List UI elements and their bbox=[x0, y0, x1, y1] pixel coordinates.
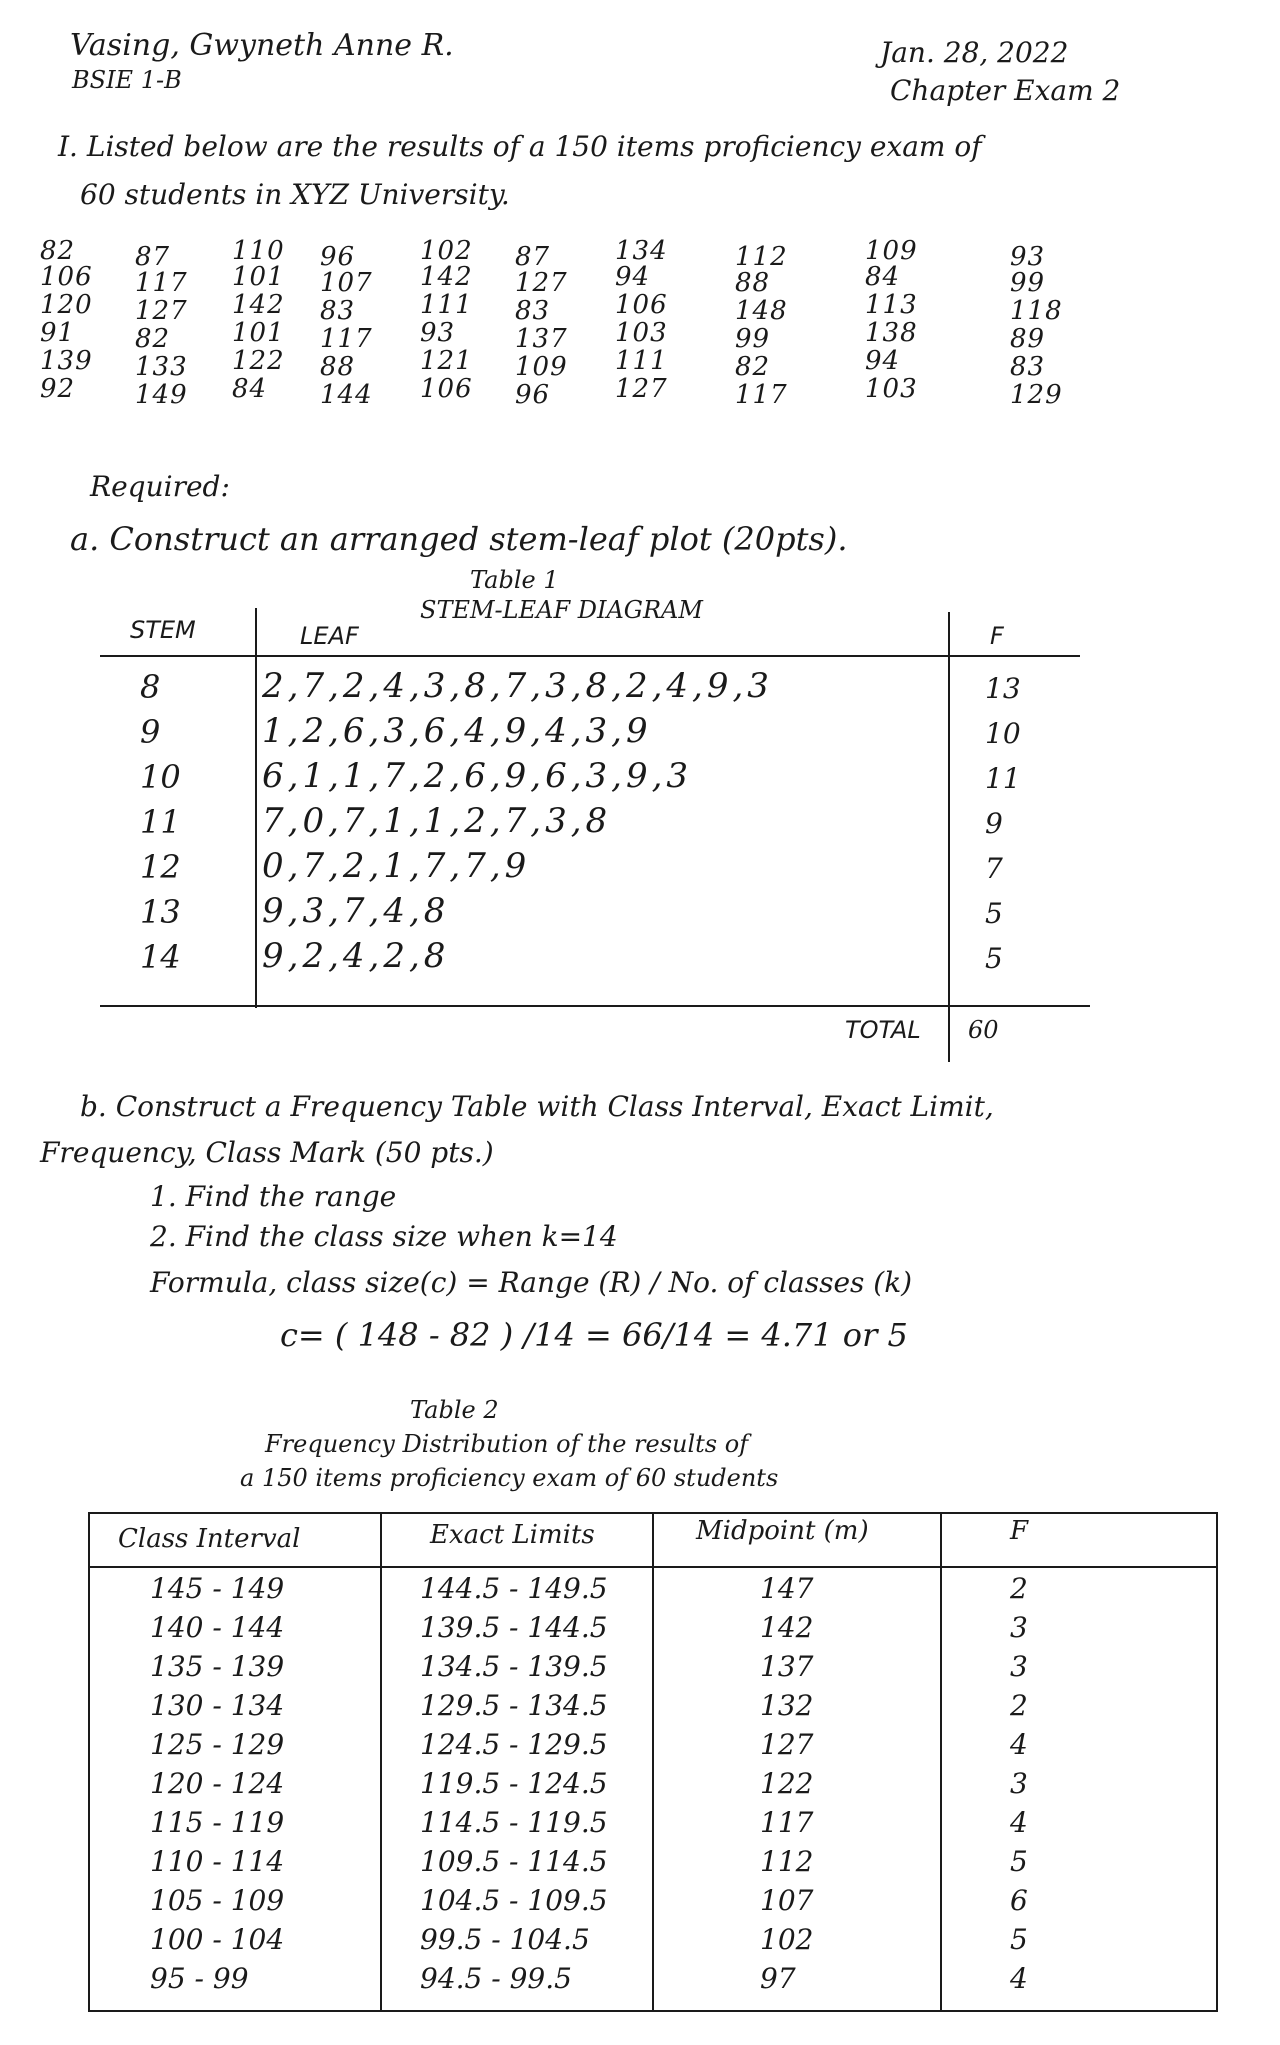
raw-data-value: 94 bbox=[865, 346, 901, 376]
table1-stem: 12 bbox=[140, 848, 181, 886]
raw-data-value: 138 bbox=[865, 318, 918, 348]
table2-frequency: 4 bbox=[1010, 1728, 1028, 1761]
part-b-line-1: b. Construct a Frequency Table with Class Interval, Exact Limit, bbox=[80, 1090, 994, 1123]
table1-total-label: TOTAL bbox=[845, 1016, 921, 1044]
table2-right-border bbox=[1216, 1512, 1218, 2012]
raw-data-value: 107 bbox=[320, 268, 373, 298]
raw-data-value: 139 bbox=[40, 346, 93, 376]
part-b-calculation: c= ( 148 - 82 ) /14 = 66/14 = 4.71 or 5 bbox=[280, 1316, 908, 1354]
table2-exact-limits: 144.5 - 149.5 bbox=[420, 1572, 608, 1605]
raw-data-value: 133 bbox=[135, 352, 188, 382]
table2-frequency: 5 bbox=[1010, 1845, 1028, 1878]
table1-stem: 8 bbox=[140, 668, 161, 706]
raw-data-value: 99 bbox=[1010, 268, 1046, 298]
table2-exact-limits: 114.5 - 119.5 bbox=[420, 1806, 608, 1839]
raw-data-value: 148 bbox=[735, 296, 788, 326]
table1-leaf: 1,2,6,3,6,4,9,4,3,9 bbox=[262, 711, 652, 751]
table2-class-interval: 110 - 114 bbox=[150, 1845, 285, 1878]
table1-frequency: 13 bbox=[985, 672, 1021, 705]
table2-frequency: 4 bbox=[1010, 1806, 1028, 1839]
table1-header-rule bbox=[100, 655, 1080, 657]
raw-data-value: 127 bbox=[135, 296, 188, 326]
part-b-step-2: 2. Find the class size when k=14 bbox=[150, 1220, 618, 1253]
table1-frequency: 5 bbox=[985, 897, 1003, 930]
required-label: Required: bbox=[90, 470, 230, 503]
raw-data-value: 93 bbox=[1010, 242, 1046, 272]
table1-frequency: 11 bbox=[985, 762, 1021, 795]
raw-data-value: 106 bbox=[420, 374, 473, 404]
table2-midpoint: 102 bbox=[760, 1923, 814, 1956]
table1-leaf: 9,3,7,4,8 bbox=[262, 891, 450, 931]
table2-class-interval: 145 - 149 bbox=[150, 1572, 285, 1605]
table2-class-interval: 140 - 144 bbox=[150, 1611, 285, 1644]
raw-data-value: 109 bbox=[515, 352, 568, 382]
table1-leaf: 9,2,4,2,8 bbox=[262, 936, 450, 976]
table2-class-interval: 130 - 134 bbox=[150, 1689, 285, 1722]
raw-data-value: 144 bbox=[320, 380, 373, 410]
part-b-step-1: 1. Find the range bbox=[150, 1180, 397, 1213]
raw-data-value: 88 bbox=[320, 352, 356, 382]
raw-data-value: 111 bbox=[420, 290, 473, 320]
table1-caption-title: STEM-LEAF DIAGRAM bbox=[420, 596, 703, 624]
raw-data-value: 120 bbox=[40, 290, 93, 320]
raw-data-value: 134 bbox=[615, 236, 668, 266]
table2-divider-3 bbox=[940, 1512, 942, 2012]
table2-bottom-rule bbox=[88, 2010, 1218, 2012]
table1-frequency: 7 bbox=[985, 852, 1003, 885]
table1-header-f: F bbox=[990, 622, 1004, 650]
table2-header-class-interval: Class Interval bbox=[118, 1524, 301, 1554]
table2-midpoint: 117 bbox=[760, 1806, 814, 1839]
table2-class-interval: 120 - 124 bbox=[150, 1767, 285, 1800]
raw-data-value: 82 bbox=[135, 324, 171, 354]
table2-header-exact-limits: Exact Limits bbox=[430, 1520, 595, 1550]
raw-data-value: 89 bbox=[1010, 324, 1046, 354]
table1-frequency: 5 bbox=[985, 942, 1003, 975]
table1-stem: 10 bbox=[140, 758, 181, 796]
raw-data-value: 106 bbox=[40, 262, 93, 292]
raw-data-value: 102 bbox=[420, 236, 473, 266]
exam-date: Jan. 28, 2022 bbox=[880, 36, 1069, 69]
raw-data-value: 96 bbox=[320, 242, 356, 272]
raw-data-value: 122 bbox=[232, 346, 285, 376]
table1-caption-number: Table 1 bbox=[470, 566, 559, 594]
table1-total-value: 60 bbox=[968, 1016, 999, 1044]
table2-class-interval: 100 - 104 bbox=[150, 1923, 285, 1956]
raw-data-value: 99 bbox=[735, 324, 771, 354]
table1-bottom-rule bbox=[100, 1005, 1090, 1007]
part-b-formula: Formula, class size(c) = Range (R) / No. of classes (k) bbox=[150, 1266, 913, 1299]
table1-stem: 11 bbox=[140, 803, 181, 841]
raw-data-value: 129 bbox=[1010, 380, 1063, 410]
table1-stem: 9 bbox=[140, 713, 161, 751]
table2-divider-2 bbox=[652, 1512, 654, 2012]
table1-header-stem: STEM bbox=[130, 616, 196, 644]
table2-class-interval: 135 - 139 bbox=[150, 1650, 285, 1683]
raw-data-value: 94 bbox=[615, 262, 651, 292]
table2-header-f: F bbox=[1010, 1516, 1029, 1546]
raw-data-value: 149 bbox=[135, 380, 188, 410]
table2-midpoint: 112 bbox=[760, 1845, 814, 1878]
raw-data-value: 117 bbox=[135, 268, 188, 298]
raw-data-value: 93 bbox=[420, 318, 456, 348]
raw-data-value: 118 bbox=[1010, 296, 1063, 326]
raw-data-value: 117 bbox=[320, 324, 373, 354]
table1-leaf: 7,0,7,1,1,2,7,3,8 bbox=[262, 801, 612, 841]
table2-left-border bbox=[88, 1512, 90, 2012]
raw-data-value: 84 bbox=[865, 262, 901, 292]
table2-midpoint: 107 bbox=[760, 1884, 814, 1917]
table2-midpoint: 147 bbox=[760, 1572, 814, 1605]
table2-frequency: 4 bbox=[1010, 1962, 1028, 1995]
table2-frequency: 3 bbox=[1010, 1650, 1028, 1683]
raw-data-value: 87 bbox=[515, 242, 551, 272]
table2-caption-title: Frequency Distribution of the results of bbox=[265, 1430, 749, 1458]
table2-class-interval: 115 - 119 bbox=[150, 1806, 285, 1839]
table2-midpoint: 127 bbox=[760, 1728, 814, 1761]
raw-data-value: 117 bbox=[735, 380, 788, 410]
part-b-line-2: Frequency, Class Mark (50 pts.) bbox=[40, 1136, 494, 1169]
table1-frequency: 9 bbox=[985, 807, 1003, 840]
raw-data-value: 103 bbox=[615, 318, 668, 348]
part-a-instruction: a. Construct an arranged stem-leaf plot (20pts). bbox=[70, 520, 848, 558]
table2-midpoint: 137 bbox=[760, 1650, 814, 1683]
table2-class-interval: 105 - 109 bbox=[150, 1884, 285, 1917]
table2-header-midpoint: Midpoint (m) bbox=[696, 1516, 869, 1546]
table1-frequency: 10 bbox=[985, 717, 1021, 750]
raw-data-value: 121 bbox=[420, 346, 473, 376]
raw-data-value: 91 bbox=[40, 318, 76, 348]
intro-line-1: I. Listed below are the results of a 150 items proficiency exam of bbox=[58, 130, 982, 163]
raw-data-value: 82 bbox=[735, 352, 771, 382]
table2-midpoint: 122 bbox=[760, 1767, 814, 1800]
table2-midpoint: 142 bbox=[760, 1611, 814, 1644]
table2-exact-limits: 94.5 - 99.5 bbox=[420, 1962, 572, 1995]
table2-frequency: 2 bbox=[1010, 1689, 1028, 1722]
table2-frequency: 6 bbox=[1010, 1884, 1028, 1917]
raw-data-value: 109 bbox=[865, 236, 918, 266]
raw-data-value: 92 bbox=[40, 374, 76, 404]
raw-data-value: 112 bbox=[735, 242, 788, 272]
table2-exact-limits: 129.5 - 134.5 bbox=[420, 1689, 608, 1722]
raw-data-value: 101 bbox=[232, 262, 285, 292]
table2-caption-number: Table 2 bbox=[410, 1396, 499, 1424]
raw-data-value: 82 bbox=[40, 236, 76, 266]
raw-data-value: 103 bbox=[865, 374, 918, 404]
table2-frequency: 3 bbox=[1010, 1611, 1028, 1644]
raw-data-value: 127 bbox=[515, 268, 568, 298]
table1-stem-divider bbox=[255, 608, 257, 1008]
raw-data-value: 110 bbox=[232, 236, 285, 266]
raw-data-value: 142 bbox=[232, 290, 285, 320]
raw-data-value: 111 bbox=[615, 346, 668, 376]
table2-exact-limits: 139.5 - 144.5 bbox=[420, 1611, 608, 1644]
raw-data-value: 83 bbox=[320, 296, 356, 326]
table1-leaf: 6,1,1,7,2,6,9,6,3,9,3 bbox=[262, 756, 693, 796]
table1-f-divider bbox=[948, 612, 950, 1062]
raw-data-value: 113 bbox=[865, 290, 918, 320]
table2-frequency: 2 bbox=[1010, 1572, 1028, 1605]
student-name: Vasing, Gwyneth Anne R. bbox=[70, 28, 454, 63]
table2-exact-limits: 119.5 - 124.5 bbox=[420, 1767, 608, 1800]
table2-divider-1 bbox=[380, 1512, 382, 2012]
table2-frequency: 3 bbox=[1010, 1767, 1028, 1800]
table1-stem: 14 bbox=[140, 938, 181, 976]
raw-data-value: 83 bbox=[515, 296, 551, 326]
table2-exact-limits: 134.5 - 139.5 bbox=[420, 1650, 608, 1683]
table1-leaf: 2,7,2,4,3,8,7,3,8,2,4,9,3 bbox=[262, 666, 773, 706]
table2-class-interval: 95 - 99 bbox=[150, 1962, 249, 1995]
raw-data-value: 88 bbox=[735, 268, 771, 298]
raw-data-value: 101 bbox=[232, 318, 285, 348]
table2-exact-limits: 124.5 - 129.5 bbox=[420, 1728, 608, 1761]
table1-leaf: 0,7,2,1,7,7,9 bbox=[262, 846, 531, 886]
table2-midpoint: 132 bbox=[760, 1689, 814, 1722]
table2-exact-limits: 104.5 - 109.5 bbox=[420, 1884, 608, 1917]
table2-class-interval: 125 - 129 bbox=[150, 1728, 285, 1761]
raw-data-value: 137 bbox=[515, 324, 568, 354]
table2-exact-limits: 109.5 - 114.5 bbox=[420, 1845, 608, 1878]
intro-line-2: 60 students in XYZ University. bbox=[80, 178, 510, 211]
student-section: BSIE 1-B bbox=[72, 66, 182, 94]
raw-data-value: 106 bbox=[615, 290, 668, 320]
table1-header-leaf: LEAF bbox=[300, 622, 359, 650]
raw-data-value: 96 bbox=[515, 380, 551, 410]
table2-frequency: 5 bbox=[1010, 1923, 1028, 1956]
raw-data-value: 142 bbox=[420, 262, 473, 292]
exam-title: Chapter Exam 2 bbox=[890, 74, 1121, 107]
table2-caption-subtitle: a 150 items proficiency exam of 60 students bbox=[240, 1464, 779, 1492]
raw-data-value: 83 bbox=[1010, 352, 1046, 382]
raw-data-value: 127 bbox=[615, 374, 668, 404]
table2-midpoint: 97 bbox=[760, 1962, 796, 1995]
table2-exact-limits: 99.5 - 104.5 bbox=[420, 1923, 590, 1956]
raw-data-value: 87 bbox=[135, 242, 171, 272]
table1-stem: 13 bbox=[140, 893, 181, 931]
raw-data-value: 84 bbox=[232, 374, 268, 404]
